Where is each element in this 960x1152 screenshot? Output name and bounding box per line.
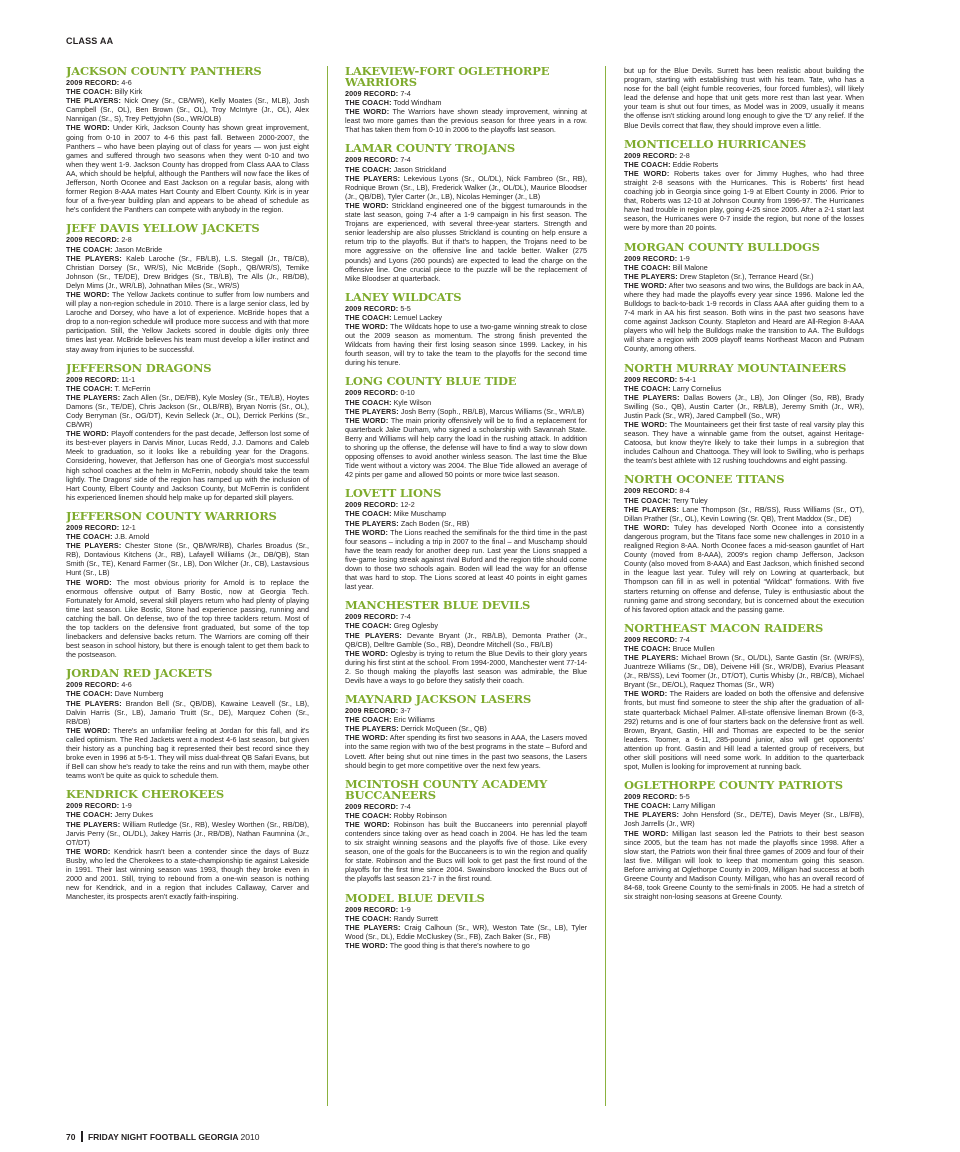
team-players — [624, 810, 864, 828]
team-word — [345, 649, 587, 685]
team-word-text: Tuley has developed North Oconee into a consistently dangerous program, but the Titans face some new challenges in 2010 in a realigned Region 8-AA. North Oconee faces a mid-season gauntlet of Hart County (moved from 8-AAA), 2009's region champ Jefferson, Jackson County (also moved from 8-AAA) and East Jackson, which finished second in the league last year. Tuley will rely on Lowring at quarterback, but Thompson can fill in as well in potential “Wildcat” formations. With five starters returning on offense and defense, Tuley is enthusiastic about the running game and strong secondary, but is concerned about the execution of his favored option attack and the passing game. — [624, 522, 864, 614]
team-players-label: THE PLAYERS: — [66, 253, 122, 263]
team-word-label: THE WORD: — [624, 828, 669, 838]
team-players-label: THE PLAYERS: — [345, 173, 401, 183]
team-record — [624, 792, 864, 801]
team-players — [66, 699, 309, 726]
team-players-text: Josh Berry (Soph., RB/LB), Marcus Williams (Sr., WR/LB) — [400, 406, 585, 416]
team-record-text: 12-2 — [400, 500, 415, 510]
team-players — [66, 393, 309, 429]
team-record-text: 5-5 — [400, 303, 411, 313]
team-word-label: THE WORD: — [624, 522, 670, 532]
team-name: NORTH MURRAY MOUNTAINEERS — [624, 360, 847, 375]
team-record — [624, 151, 864, 160]
team-record-text: 3-7 — [400, 706, 411, 716]
team-coach-label: THE COACH: — [66, 244, 113, 254]
team-coach-label: THE COACH: — [345, 164, 392, 174]
team-record-text: 1-9 — [679, 253, 690, 263]
team-word-label: THE WORD: — [345, 200, 389, 210]
team-coach — [66, 532, 309, 541]
team-coach-text: Jason McBride — [114, 244, 163, 254]
team-word-text: Strickland engineered one of the biggest turnarounds in the state last season, going 7-4 after a 1-9 campaign in his first season. The Trojans are experienced, with several three-year starters. Strength and senior leadership are also plusses Strickland is counting on help ensure a return trip to the playoffs. But if that's to happen, the Trojans need to be more aggressive on the offensive line and tackle better. Walker (275 pounds) and Lyons (260 pounds) are expected to lead the charge on the offensive line. One crucial piece to the puzzle will be the replacement of Mike Bloodser at quarterback. — [345, 200, 587, 283]
team-record-text: 1-9 — [400, 904, 411, 914]
team-record-text: 4-6 — [121, 680, 132, 690]
team-record-label: 2009 RECORD: — [66, 78, 120, 87]
team-coach — [624, 263, 864, 272]
team-record-text: 4-6 — [121, 78, 132, 87]
team-coach-text: J.B. Arnold — [114, 532, 150, 542]
team-name: MCINTOSH COUNTY ACADEMY BUCCANEERS — [345, 776, 548, 802]
team-coach-label: THE COACH: — [345, 621, 392, 631]
team-word — [345, 107, 587, 134]
team-word-label: THE WORD: — [345, 527, 389, 537]
team-record-text: 11-1 — [121, 374, 136, 384]
team-coach-text: Eddie Roberts — [672, 159, 719, 169]
team-record-text: 1-9 — [121, 801, 132, 811]
team-name: JACKSON COUNTY PANTHERS — [66, 66, 262, 78]
team-word-label: THE WORD: — [66, 725, 111, 735]
team-word — [66, 847, 309, 902]
team-record — [624, 486, 864, 495]
team-coach-text: Billy Kirk — [114, 87, 143, 97]
team-word-label: THE WORD: — [345, 733, 389, 743]
team-word — [345, 820, 587, 884]
team-coach-text: Greg Oglesby — [393, 621, 438, 631]
team-record-text: 8-4 — [679, 486, 690, 496]
team-coach-text: Mike Muschamp — [393, 509, 446, 519]
team-players-text: John Hensford (Sr., DE/TE), Davis Meyer (Sr., LB/FB), Josh Jarrells (Jr., WR) — [624, 810, 864, 829]
team-coach-text: Terry Tuley — [672, 495, 708, 505]
publication-year: 2010 — [240, 1132, 260, 1142]
team-word — [345, 941, 587, 950]
team-players-text: William Rutledge (Sr., RB), Wesley Worthen (Sr., RB/DB), Jarvis Perry (Sr., OL/DL), Jakey Harris (Jr., RB/DB), Nathan Faumnina (Jr., OT/DT) — [66, 819, 309, 847]
team-name: LOVETT LIONS — [345, 486, 442, 501]
team-record — [345, 155, 587, 164]
team-coach — [345, 621, 587, 630]
team-word-text: Milligan last season led the Patriots to their best season since 2005, but the team has not made the playoffs since 1998. After a slow start, the Patriots won their final three games of 2009 and four of their last five. Milligan will look to keep that momentum going this season. Before arriving at Oglethorpe County in 2009, Milligan had success at both Greene County and Madison County. Milligan, who has an overall record of 84-68, took Greene County to the semi-finals in 2005. He had a stretch of six straight non-losing seasons at Greene County. — [624, 828, 864, 902]
team-record-label: 2009 RECORD: — [624, 634, 678, 644]
team-name: OGLETHORPE COUNTY PATRIOTS — [624, 778, 843, 793]
team-record — [66, 523, 309, 532]
team-record — [66, 78, 309, 87]
team-coach — [345, 715, 587, 724]
team-word-label: THE WORD: — [345, 648, 389, 658]
team-record — [345, 905, 587, 914]
team-word-text: The Wildcats hope to use a two-game winning streak to close out the 2009 season as momentum. The strong finish prevented the Wildcats from having their first losing season since 1999. Lackey, in his fourth season, will try to take the team to the playoffs for the second time during his tenure. — [345, 321, 587, 368]
team-players-label: THE PLAYERS: — [66, 819, 121, 829]
team-players-text: Zach Allen (Sr., DE/FB), Kyle Mosley (Sr., TE/LB), Hoytes Damons (Sr., TE/DE), Chris Jackson (Sr., OLB/RB), Bryan Norris (Sr., OL), Cody Berryman (Sr., OG/DT), Kevin Selleck (Jr., OL), Derrick Perkins (Sr., CB/WR) — [66, 392, 309, 430]
team-record — [624, 254, 864, 263]
team-coach — [345, 98, 587, 107]
team-record — [624, 375, 864, 384]
team-record — [345, 89, 587, 98]
team-word-text: The Raiders are loaded on both the offensive and defensive fronts, but must find someone to steer the ship after the graduation of all-state quarterback Michael Palmer. All-state offensive lineman Brown (6-3, 292) returns and is one of four starters back on the defensive front as well. Brown, Bryant, Gastin, Hill and Thomas are expected to be the senior leaders. Toomer, a 6-11, 285-pound junior, also will get opponents' attention up front. Gastin and Hill lead a talented group of receivers, but other skill positions will need some work. In addition to the quarterback spot, Mullen is looking for improvement at running back. — [624, 689, 864, 772]
team-word-text: There's an unfamiliar feeling at Jordan for this fall, and it's called optimism. The Red Jackets went a modest 4-6 last season, but given their history as a punching bag it represented their best record since they broke even in 1996 at 5-5-1. They will miss dual-threat QB Safari Evans, but if Bell can show he's ready to take the reins and run with them, maybe other teams won't be quite as quick to schedule them. — [66, 725, 309, 781]
team-record-label: 2009 RECORD: — [624, 374, 678, 384]
team-coach-label: THE COACH: — [624, 801, 671, 811]
team-word — [66, 578, 309, 660]
team-players-label: THE PLAYERS: — [624, 810, 680, 820]
team-word-label: THE WORD: — [624, 280, 667, 290]
team-players — [345, 174, 587, 201]
team-players — [345, 724, 587, 733]
footer-divider — [81, 1131, 83, 1142]
team-coach — [624, 384, 864, 393]
team-record-text: 5-4-1 — [679, 374, 697, 384]
team-record-label: 2009 RECORD: — [345, 500, 399, 510]
team-word-label: THE WORD: — [66, 289, 110, 299]
team-word-label: THE WORD: — [345, 819, 390, 829]
team-word — [624, 689, 864, 771]
team-entry — [345, 66, 587, 134]
team-entry — [345, 600, 587, 685]
team-coach — [345, 398, 587, 407]
column-divider — [605, 66, 606, 1106]
team-players-label: THE PLAYERS: — [345, 724, 399, 734]
team-players — [624, 272, 864, 281]
team-coach-label: THE COACH: — [66, 532, 113, 542]
team-coach-label: THE COACH: — [66, 87, 113, 97]
team-word — [66, 290, 309, 354]
team-record-label: 2009 RECORD: — [345, 904, 399, 914]
team-coach-label: THE COACH: — [624, 262, 671, 272]
team-coach — [345, 509, 587, 518]
team-name: LANEY WILDCATS — [345, 289, 462, 304]
team-word-text: The main priority offensively will be to find a replacement for quarterback Jake Durham, who signed a scholarship with Savannah State. Berry and Williams will help carry the load in the rushing attack. In addition to shoring up the offense, the defense will have to find a way to slow down opposing offenses to avoid another winless season. The last time the Blue Tide went without a victory was 2004. The Blue Tide allowed an average of 42 pints per game and allowed 50 points or more twice last season. — [345, 415, 587, 480]
team-coach-text: Bruce Mullen — [672, 643, 715, 653]
team-record — [345, 802, 587, 811]
team-players — [345, 407, 587, 416]
team-coach-text: Bill Malone — [672, 262, 708, 272]
team-word-label: THE WORD: — [624, 168, 670, 178]
team-players — [345, 631, 587, 649]
team-entry — [345, 289, 587, 368]
team-players-text: Lane Thompson (Sr., RB/SS), Russ Williams (Sr., OT), Dillan Prather (Sr., OL), Kevin Lowring (Sr. QB), Trent Maddox (Sr., DE) — [624, 504, 864, 523]
team-record-text: 7-4 — [679, 634, 690, 644]
team-coach-label: THE COACH: — [345, 715, 392, 725]
team-word — [345, 322, 587, 367]
team-word-text: but up for the Blue Devils. Surrett has been realistic about building the program, starting with establishing trust with his team. Tate, who has a nose for the ball (eight fumble recoveries, four forced fumbles), will likely lead the defense and hope that unit gets more rest than last year. When your team is shut out four times, as Model was in 2009, usually it means the offense isn't sticking around long enough to give the 'D' any relief. If the Blue Devils correct that flaw, they should improve even a little. — [624, 66, 864, 130]
team-word-label: THE WORD: — [345, 940, 388, 950]
team-coach-text: Larry Cornelius — [672, 383, 722, 393]
team-players-label: THE PLAYERS: — [66, 698, 122, 708]
team-word — [66, 726, 309, 781]
team-entry — [66, 508, 309, 660]
team-record-label: 2009 RECORD: — [345, 612, 399, 622]
team-word-text: The Yellow Jackets continue to suffer from low numbers and will play a non-region schedule in 2010. There is a large senior class, led by Laroche and Dorsey, who have a lot of experience. McBride hopes that a drop to a non-region schedule will produce more success and with that more participation. Still, the Yellow Jackets scored in double digits only three times last year. McBride believes his team must develop a killer instinct and stay away from injuries to be successful. — [66, 289, 309, 354]
team-coach — [345, 811, 587, 820]
team-entry — [345, 376, 587, 479]
team-word — [345, 201, 587, 283]
team-record-label: 2009 RECORD: — [66, 522, 120, 532]
team-coach-label: THE COACH: — [624, 159, 671, 169]
team-entry — [624, 780, 864, 901]
team-word-label: THE WORD: — [624, 689, 668, 699]
team-word-label: THE WORD: — [66, 846, 111, 856]
team-players-label: THE PLAYERS: — [624, 652, 679, 662]
team-word-text: The Warriors have shown steady improvement, winning at least two more games than the previous season for three years in a row. That has taken them from 0-10 in 2006 to the playoffs last season. — [345, 107, 587, 135]
team-word-text: Under Kirk, Jackson County has shown great improvement, going from 0-10 in 2007 to 4-6 this past fall. Between 2000-2007, the Panthers – who have been playing out of class for years — won just eight games and suffered through two seasons when they went 0-10 and two when they went 1-9. Jackson County has dropped from Class AAA to Class AA, which should be helpful, although the Panthers will now face the likes of Jefferson, North Oconee and East Jackson on a regular basis, along with former Region 8-AAA mates Hart County and Elbert County. Kirk is in year four of a five-year building plan and appears to be ahead of schedule as he's confident the Panthers can compete with anybody in the region. — [66, 123, 309, 215]
team-players-label: THE PLAYERS: — [66, 96, 122, 106]
team-word-text: Playoff contenders for the past decade, Jefferson lost some of its best-ever players in Darvis Minor, Lucas Redd, J.J. Damons and Caleb Meek to graduation, so it looks like a rebuilding year for the Dragons. Considering, however, that Jefferson has one of Georgia's most successful high school coaches at the helm in McFerrin, nobody should take the team lightly. The Dragons' side of the region has ramped up with the inclusion of Hart County, Elbert County and Jackson County, but McFerrin is confident his experienced linemen should help make up for departed skill players. — [66, 429, 309, 502]
team-word-label: THE WORD: — [66, 123, 110, 133]
team-players-text: Craig Calhoun (Sr., WR), Weston Tate (Sr., LB), Tyler Wood (Sr., DL), Eddie McCluskey (Sr., FB), Zach Baker (Sr., FB) — [345, 922, 587, 941]
team-name: MONTICELLO HURRICANES — [624, 136, 807, 151]
team-word-label: THE WORD: — [624, 420, 668, 429]
team-record-label: 2009 RECORD: — [66, 374, 120, 384]
team-record-label: 2009 RECORD: — [345, 303, 399, 313]
team-entry — [345, 694, 587, 770]
team-players — [66, 820, 309, 847]
team-word-label: THE WORD: — [345, 321, 389, 331]
team-players-label: THE PLAYERS: — [624, 392, 680, 402]
team-coach — [345, 914, 587, 923]
team-name: JEFFERSON DRAGONS — [66, 360, 212, 375]
team-record-label: 2009 RECORD: — [624, 253, 678, 263]
team-word-text: After spending its first two seasons in AAA, the Lasers moved into the same region with two of the best programs in the state – Buford and Lovett. After being shut out nine times in the past two seasons, the Lasers should begin to get more competitive over the next few years. — [345, 733, 587, 770]
team-coach-text: Dave Nurnberg — [114, 689, 164, 699]
team-players-text: Devante Bryant (Jr., RB/LB), Demonta Prather (Jr., QB/CB), Delltre Gamble (So., RB), Deondre Mitchell (So., FB/LB) — [345, 630, 587, 649]
team-record-label: 2009 RECORD: — [345, 706, 399, 716]
team-word-text: Roberts takes over for Jimmy Hughes, who had three straight 2-8 seasons with the Hurricanes. This is Roberts' first head coaching job in Georgia since going 1-9 at Elbert County in 2006. Prior to that, Roberts was 12-10 at Johnson County from 1996-97. The Hurricanes have had trouble in region play, going 4-25 since 2005. After a 2-1 start last season, the Hurricanes were 0-7 inside the region, but none of the losses were by more than 20 points. — [624, 168, 864, 233]
team-coach-label: THE COACH: — [345, 312, 392, 322]
team-name: MORGAN COUNTY BULLDOGS — [624, 239, 820, 254]
team-players-text: Lekevious Lyons (Sr., OL/DL), Nick Fambreo (Sr., RB), Rodnique Brown (Sr., LB), Frederick Walker (Jr., OL/DL), Maurice Bloodser (Jr., QB/DB), Tyler Carter (Jr., LB), Nicolas Heminger (Jr., LB) — [345, 173, 587, 201]
team-coach — [624, 160, 864, 169]
team-entry — [66, 360, 309, 502]
team-name: JEFF DAVIS YELLOW JACKETS — [66, 221, 260, 236]
team-coach-text: Eric Williams — [393, 715, 435, 725]
team-word — [345, 416, 587, 480]
team-record-label: 2009 RECORD: — [66, 235, 120, 245]
team-players — [624, 505, 864, 523]
team-entry — [66, 668, 309, 780]
team-record — [345, 612, 587, 621]
team-entry — [66, 66, 309, 214]
team-players-label: THE PLAYERS: — [345, 518, 399, 528]
team-record-label: 2009 RECORD: — [345, 155, 399, 165]
team-coach — [624, 801, 864, 810]
team-players-text: Kaleb Laroche (Sr., FB/LB), L.S. Stegall (Jr., TB/CB), Christian Dorsey (Sr., WR/S), Nic McBride (Soph., QB/WR/S), Temike Johnson (Sr., TE/DE), Drew Bridges (Sr., TB/LB), Tre Alls (Jr., RB/DB), Delyn Mims (Jr., WR/LB), Johnathan Miles (Sr., WR/S) — [66, 253, 309, 290]
page-number: 70 — [66, 1132, 76, 1142]
team-word-label: THE WORD: — [66, 577, 112, 587]
team-record-label: 2009 RECORD: — [345, 388, 399, 398]
team-record — [66, 801, 309, 810]
team-coach — [66, 245, 309, 254]
team-name: LAKEVIEW-FORT OGLETHORPE WARRIORS — [345, 66, 550, 89]
team-record-text: 2-8 — [679, 150, 690, 160]
team-coach-text: Randy Surrett — [393, 913, 438, 923]
team-name: NORTH OCONEE TITANS — [624, 472, 785, 487]
team-coach-text: T. McFerrin — [114, 383, 151, 393]
team-word-label: THE WORD: — [66, 429, 109, 439]
column-1 — [66, 66, 309, 1106]
team-coach — [624, 496, 864, 505]
team-name: LAMAR COUNTY TROJANS — [345, 141, 516, 156]
team-word — [345, 733, 587, 769]
team-entry — [345, 143, 587, 282]
team-players-label: THE PLAYERS: — [624, 504, 680, 514]
team-record — [624, 635, 864, 644]
team-coach-text: Jerry Dukes — [114, 810, 153, 820]
team-coach-label: THE COACH: — [624, 495, 671, 505]
team-coach-label: THE COACH: — [345, 509, 392, 519]
team-record-text: 7-4 — [400, 89, 411, 98]
team-entry — [624, 474, 864, 613]
team-coach-label: THE COACH: — [345, 397, 392, 407]
team-word — [624, 169, 864, 233]
team-name: MANCHESTER BLUE DEVILS — [345, 598, 531, 613]
team-word-label: THE WORD: — [345, 415, 389, 425]
team-coach-text: Jason Strickland — [393, 164, 447, 174]
team-coach-text: Todd Windham — [393, 98, 442, 108]
team-coach-label: THE COACH: — [66, 810, 113, 820]
team-record — [66, 680, 309, 689]
team-players-text: Dallas Bowers (Jr., LB), Jon Olinger (So, RB), Brady Swilling (So., QB), Austin Carter (Jr., RB/LB), Jeremy Smith (Jr., WR), Justin Pack (Sr., WR), Jared Campbell (So., WR) — [624, 392, 864, 420]
team-entry — [624, 136, 864, 233]
team-players — [345, 923, 587, 941]
column-3 — [624, 66, 864, 1106]
team-name: JORDAN RED JACKETS — [66, 666, 213, 681]
team-record-label: 2009 RECORD: — [345, 89, 399, 98]
team-record-text: 7-4 — [400, 612, 411, 622]
team-word — [624, 66, 864, 130]
team-players — [66, 541, 309, 577]
team-word — [624, 523, 864, 614]
team-entry — [624, 66, 864, 130]
team-word-text: Oglesby is trying to return the Blue Devils to their glory years during his first stint at the school. From 1994-2000, Manchester went 77-14-2. So though making the playoffs last season was admirable, the Blue Devils have a ways to go before they satisfy their coach. — [345, 648, 587, 685]
team-record — [345, 706, 587, 715]
team-entry — [66, 223, 309, 353]
team-word — [345, 528, 587, 592]
publication-name: FRIDAY NIGHT FOOTBALL GEORGIA — [87, 1132, 239, 1142]
team-players — [66, 254, 309, 290]
team-record-label: 2009 RECORD: — [624, 792, 678, 802]
team-players-text: Chester Stone (Sr., QB/WR/RB), Charles Broadus (Sr., RB), Dontavious Kitchens (Jr., RB), Lafayell Williams (Jr., DB/QB), Stan Smith (Sr., TE), Kenard Farmer (Sr., LB), Don Wilcher (Jr., CB), Lastavsious Hunt (Sr., LB) — [66, 541, 309, 578]
team-players-label: THE PLAYERS: — [345, 630, 402, 640]
team-players-label: THE PLAYERS: — [345, 406, 399, 416]
team-coach-label: THE COACH: — [345, 913, 392, 923]
team-record-label: 2009 RECORD: — [66, 801, 120, 811]
team-name: JEFFERSON COUNTY WARRIORS — [66, 508, 277, 523]
team-entry — [624, 620, 864, 772]
team-entry — [624, 360, 864, 466]
team-record-text: 7-4 — [400, 801, 411, 811]
team-players-text: Derrick McQueen (Sr., QB) — [400, 724, 487, 734]
team-record — [66, 375, 309, 384]
column-divider — [327, 66, 328, 1106]
team-name: KENDRICK CHEROKEES — [66, 787, 224, 802]
section-label: CLASS AA — [66, 36, 114, 46]
team-entry — [345, 776, 587, 884]
team-record-label: 2009 RECORD: — [66, 680, 120, 690]
team-word — [624, 420, 864, 465]
team-record-label: 2009 RECORD: — [624, 486, 678, 496]
team-word-text: The Lions reached the semifinals for the third time in the past four seasons – including a trip in 2007 to the final – and Muschamp should have the team ready for another deep run. Last year the Lions snapped a five-game losing streak against rival Buford and the region title should come down to those two schools again. Boden will lead the way for an offense that was hard to stop. The Lions scored at least 40 points in eight games last year. — [345, 527, 587, 592]
team-players-text: Nick Oney (Sr., CB/WR), Kelly Moates (Sr., MLB), Josh Campbell (Sr., OL), Ben Brown (Sr., OL), Troy McIntyre (Jr., OL), Alex Nannigan (Sr., S), Trey Pettyjohn (So., WR/OLB) — [66, 96, 309, 124]
team-name: MODEL BLUE DEVILS — [345, 890, 485, 905]
team-coach-text: Kyle Wilson — [393, 397, 432, 407]
team-coach — [624, 644, 864, 653]
team-word — [624, 281, 864, 354]
team-word-text: The Mountaineers get their first taste of real varsity play this season. They have a winnable game from the outset, against Heritage-Catoosa, but know they're likely to take their lumps in a subregion that includes Calhoun and Chattooga. They will look to Swilling, who is perhaps the team's best athlete with 12 rushing touchdowns and eight passing. — [624, 420, 864, 466]
team-record-label: 2009 RECORD: — [345, 801, 399, 811]
team-name: MAYNARD JACKSON LASERS — [345, 692, 532, 707]
team-coach-label: THE COACH: — [345, 810, 392, 820]
team-entry — [345, 890, 587, 950]
team-coach-text: Lemuel Lackey — [393, 312, 442, 322]
team-players-text: Drew Stapleton (Sr.), Terrance Heard (Sr.) — [679, 271, 814, 281]
team-word — [66, 429, 309, 502]
team-name: LONG COUNTY BLUE TIDE — [345, 374, 517, 389]
team-players-label: THE PLAYERS: — [624, 271, 678, 281]
team-word — [66, 123, 309, 214]
team-coach — [66, 87, 309, 96]
team-players — [624, 393, 864, 420]
team-record — [345, 500, 587, 509]
team-word-text: The good thing is that there's nowhere to go — [389, 940, 530, 950]
team-record-text: 12-1 — [121, 522, 136, 532]
team-word-text: The most obvious priority for Arnold is to replace the enormous offensive output of Barry Bostic, now at Georgia Tech. Fortunately for Arnold, several skill players return who had plenty of playing time last season. Like Bostic, Stone had experience passing, running and catching the ball. On defense, two of the top three tacklers return. Most of the top tacklers on the defensive front graduated, but some of the top linebackers and defensive backs return. The Warriors are coming off their best season in school history, but there is enough talent to get them back to the postseason. — [66, 577, 309, 660]
team-entry — [66, 789, 309, 901]
team-players-label: THE PLAYERS: — [66, 392, 121, 402]
team-coach-label: THE COACH: — [66, 689, 113, 699]
team-record-text: 5-5 — [679, 792, 690, 802]
team-players-text: Brandon Bell (Sr., QB/DB), Kawaine Leavell (Sr., LB), Dalvin Harris (Sr., LB), Jamario Truitt (Sr., DE), Marquez Cohen (Sr., RB/DB) — [66, 698, 309, 726]
team-record-text: 2-8 — [121, 235, 132, 245]
team-coach — [66, 810, 309, 819]
team-coach — [345, 313, 587, 322]
team-players-text: Michael Brown (Sr., OL/DL), Sante Gastin (Sr. (WR/FS), Juantreze Williams (Sr., DB), Deivene Hill (Sr., WR/DB), Evarius Pleasant (Jr., RB/SS), Levi Toomer (Jr., DT/OT), Curtis Whisby (Jr., RB/CB), Michael Bryant (Sr., DE/OL), Raquez Thomas (Sr., WR) — [624, 652, 864, 690]
team-word-text: Robinson has built the Buccaneers into perennial playoff contenders since taking over as head coach in 2004. He has led the team to six straight winning seasons and the playoffs five of those. Like every season, one of the goals for the Buccaneers is to win the region and qualify for state. Robinson and the Bucs will look to get past the first round of the playoffs for the first time since 2004. Swainsboro knocked the Bucs out of the playoffs last season 21-7 in the first round. — [345, 819, 587, 884]
team-record-text: 0-10 — [400, 388, 415, 398]
team-record — [345, 388, 587, 397]
team-coach-text: Robby Robinson — [393, 810, 447, 820]
team-record — [345, 304, 587, 313]
team-players — [66, 96, 309, 123]
team-record-text: 7-4 — [400, 155, 411, 165]
team-word-text: After two seasons and two wins, the Bulldogs are back in AA, where they had made the playoffs every year since 1996. Malone led the Bulldogs to back-to-back 1-9 records in Class AAA after guiding them to a 7-4 mark in AA his first season. Both wins in the past two seasons have come against Jackson County. Stapleton and Heard are All-Region 8-AAA players who will help the Bulldogs make the transition to AA. The Bulldogs will share a region with 2009 playoff teams Northeast Macon and Putnam County, among others. — [624, 280, 864, 354]
team-record-label: 2009 RECORD: — [624, 150, 678, 160]
team-entry — [624, 239, 864, 354]
team-players — [624, 653, 864, 689]
team-coach-label: THE COACH: — [66, 383, 113, 393]
team-players-label: THE PLAYERS: — [66, 541, 122, 551]
team-coach-label: THE COACH: — [345, 98, 392, 108]
team-word-text: Kendrick hasn't been a contender since the days of Buzz Busby, who led the Cherokees to a state-championship tie against Lakeside in 1991. Their last winning season was 1993, though they broke even in 2000 and 2001. Still, trying to rebound from a one-win season is nothing new for Kendrick, and in a region that includes Callaway, Carver and Manchester, its prospects aren't exactly faith-inspiring. — [66, 846, 309, 902]
team-word — [624, 829, 864, 902]
page-footer — [66, 1131, 259, 1142]
team-entry — [345, 488, 587, 591]
team-players-text: Zach Boden (Sr., RB) — [400, 518, 470, 528]
column-2 — [345, 66, 587, 1106]
team-players — [345, 519, 587, 528]
team-coach-label: THE COACH: — [624, 643, 671, 653]
team-coach — [345, 165, 587, 174]
team-name: NORTHEAST MACON RAIDERS — [624, 620, 824, 635]
team-coach-label: THE COACH: — [624, 383, 671, 393]
team-players-label: THE PLAYERS: — [345, 922, 401, 932]
team-coach — [66, 384, 309, 393]
team-coach-text: Larry Milligan — [672, 801, 716, 811]
team-record — [66, 235, 309, 244]
team-coach — [66, 689, 309, 698]
team-word-label: THE WORD: — [345, 107, 390, 117]
